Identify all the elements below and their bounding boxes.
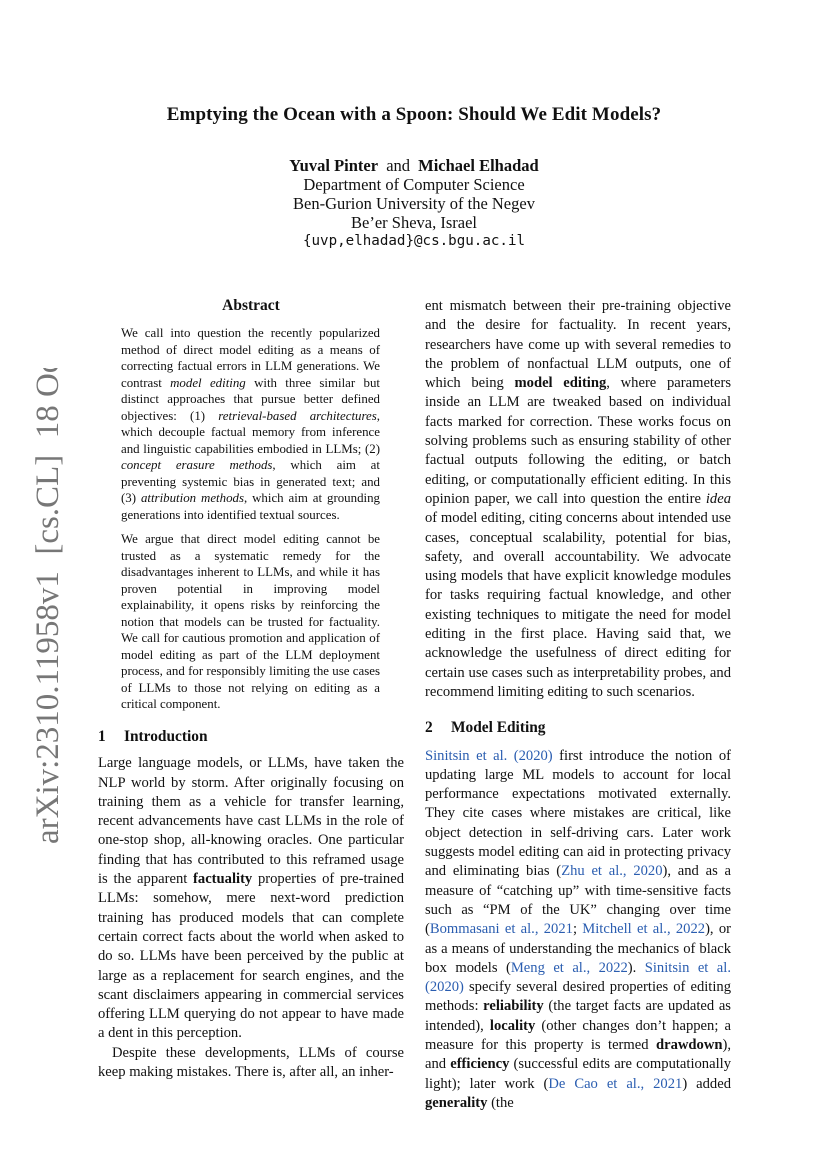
abstract-heading: Abstract xyxy=(222,297,280,314)
paper-title: Emptying the Ocean with a Spoon: Should We Edit Models? xyxy=(166,104,662,125)
author-conjunction: and xyxy=(386,156,411,175)
text-run: ; xyxy=(572,921,583,938)
citation-link[interactable]: Zhu et al., 2020 xyxy=(561,863,663,880)
arxiv-identifier xyxy=(28,368,64,844)
author-2: Michael Elhadad xyxy=(418,156,539,175)
text-run: (the xyxy=(487,1094,514,1111)
text-run: ), and as a measure of “catching up” with time-sensitive facts such as “PM of the UK” changing over time ( xyxy=(425,863,731,938)
section-heading-model-editing xyxy=(425,718,731,737)
bold-term: model editing xyxy=(514,375,607,392)
section-number: 1 xyxy=(98,728,106,745)
abstract-paragraph-1 xyxy=(121,325,380,523)
emphasis: retrieval-based architectures xyxy=(218,408,377,423)
left-column-intro xyxy=(98,727,404,1082)
text-run: Large language models, or LLMs, have taken the NLP world by storm. After originally focusing on training them as a vehicle for transfer learning, recent advancements have cast LLMs in the role of one-stop shop, all-knowing oracles. One particular finding that has contributed to this reframed usage is the apparent xyxy=(98,755,404,888)
text-run: , which aim at grounding generations into identified textual sources. xyxy=(121,491,380,522)
emphasis: model editing xyxy=(170,375,246,390)
intro-paragraph-2-start: Despite these developments, LLMs of course keep making mistakes. There is, after all, an inher- xyxy=(98,1044,404,1081)
text-run: We call into question the recently popularized method of direct model editing as a means of correcting factual errors in LLM generations. We contrast xyxy=(121,326,380,390)
citation-link[interactable]: Meng et al., 2022 xyxy=(510,959,628,976)
citation-link[interactable]: Mitchell et al., 2022 xyxy=(582,921,706,938)
author-1: Yuval Pinter xyxy=(289,156,379,175)
citation-link[interactable]: Bommasani et al., 2021 xyxy=(429,921,573,938)
emphasis: attribution methods xyxy=(140,491,244,505)
text-run: (successful edits are computationally light); later work ( xyxy=(425,1056,731,1092)
bold-term: locality xyxy=(489,1017,536,1034)
text-run: ). xyxy=(627,959,645,976)
text-run: , which decouple factual memory from inference and linguistic capabilities embodied in LLMs; (2) xyxy=(121,408,380,456)
citation-link[interactable]: Sinitsin et al. (2020) xyxy=(425,959,731,996)
text-run: (other changes don’t happen; a measure for this property is termed xyxy=(425,1017,731,1053)
text-run: ), or as a means of understanding the mechanics of black box models ( xyxy=(425,921,731,976)
emphasis: idea xyxy=(705,490,731,507)
section-title: Model Editing xyxy=(451,719,546,737)
affiliation-location: Be’er Sheva, Israel xyxy=(351,213,477,232)
affiliation-univ: Ben-Gurion University of the Negev xyxy=(293,194,535,213)
text-run: (the target facts are updated as intended), xyxy=(425,998,731,1034)
bold-term: reliability xyxy=(483,998,544,1015)
section-title: Introduction xyxy=(124,728,208,745)
section-heading-introduction xyxy=(98,727,404,746)
arxiv-id-text: arXiv:2310.11958v1 [cs.CL] 18 Oct 2023 xyxy=(30,368,64,844)
author-email: {uvp,elhadad}@cs.bgu.ac.il xyxy=(302,233,526,249)
text-run: , where parameters inside an LLM are tweaked based on individual facts marked for correction. These works focus on solving problems such as ensuring stability of other factual outputs following the editing, or batch editing, or computationally efficient editing. In this opinion paper, we call into question the entire xyxy=(425,375,731,507)
bold-term: drawdown xyxy=(655,1036,723,1053)
text-run: specify several desired properties of editing methods: xyxy=(425,979,731,1015)
text-run: , which aim at preventing systemic bias in generated text; and (3) xyxy=(121,458,380,505)
citation-link[interactable]: De Cao et al., 2021 xyxy=(548,1075,683,1092)
text-run: ent mismatch between their pre-training objective and the desire for factuality. In recent years, researchers have come up with several remedies to the problem of nonfactual LLM outputs, one of which being xyxy=(425,298,731,392)
text-run: ) added xyxy=(682,1075,731,1092)
text-run: first introduce the notion of updating large ML models to account for local performance expectations motivated externally. They cite cases where mistakes are critical, like object detection in self-driving cars. Later work suggests model editing can aid in protecting privacy and eliminating bias ( xyxy=(425,747,731,880)
bold-term: generality xyxy=(425,1094,488,1111)
text-run: ), and xyxy=(425,1036,731,1073)
bold-term: factuality xyxy=(193,871,253,888)
right-column xyxy=(425,297,731,1113)
abstract-paragraph-2: We argue that direct model editing cannot be trusted as a systematic remedy for the disadvantages inherent to LLMs, and while it has proven potential in improving model explainability, it opens risks by reinforcing the notion that models can be trusted for factuality. We call for cautious promotion and application of model editing as part of the LLM deployment process, and for responsibly limiting the use cases of LLMs to those not relying on editing as a critical component. xyxy=(121,532,380,711)
affiliation-dept: Department of Computer Science xyxy=(303,175,525,194)
model-editing-paragraph-1 xyxy=(425,747,731,1114)
citation-link[interactable]: Sinitsin et al. (2020) xyxy=(425,747,553,764)
text-run: properties of pre-trained LLMs: somehow, mere next-word prediction training has produced models that can complete certain correct facts about the world when asked to do so. LLMs have been perceived by the public at large as a replacement for search engines, and the scant disclaimers appearing in commercial services offering LLM querying do not appear to have made a dent in this perception. xyxy=(98,871,404,1042)
section-number: 2 xyxy=(425,719,433,737)
intro-paragraph-1 xyxy=(98,754,404,1043)
text-run: with three similar but distinct approaches that pursue better defined objectives: (1) xyxy=(121,375,380,423)
bold-term: efficiency xyxy=(450,1056,510,1073)
text-run: of model editing, citing concerns about intended use cases, conceptual scalability, potential for bias, safety, and overall accountability. We advocate using models that have explicit knowledge modules for tasks requiring factual knowledge, and other existing techniques to mitigate the need for model editing in the first place. Having said that, we acknowledge the usefulness of direct editing for certain use cases such as interpretability probes, and recommend limiting editing to such scenarios. xyxy=(425,510,731,700)
author-block xyxy=(98,156,730,251)
emphasis: concept erasure methods xyxy=(121,458,273,472)
abstract-body xyxy=(121,325,380,721)
intro-paragraph-2-continued xyxy=(425,297,731,702)
